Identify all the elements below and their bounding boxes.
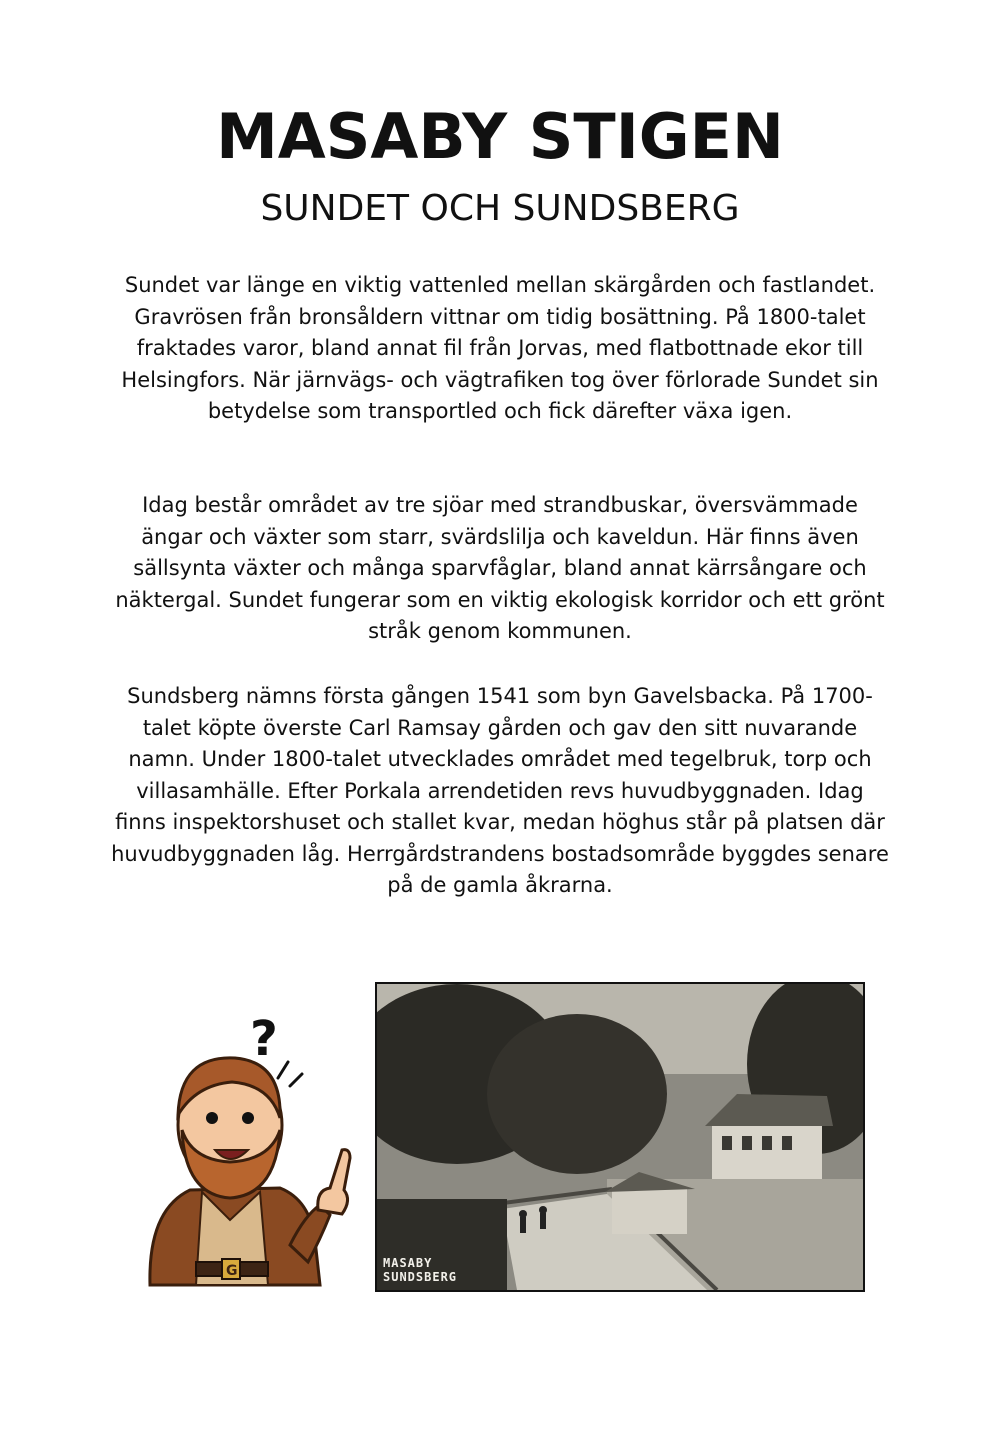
exclamation-line bbox=[278, 1062, 288, 1078]
exclamation-line bbox=[290, 1074, 302, 1086]
page-title: MASABY STIGEN bbox=[216, 100, 784, 173]
belt-letter: G bbox=[226, 1263, 238, 1279]
paragraph-history: Sundet var länge en viktig vattenled mellan skärgården och fastlandet. Gravrösen från bronsåldern vittnar om tidig bosättning. På 1800-talet fraktades varor, bland annat fil från Jorvas, med flatbottnade ekor till Helsingfors. När järnvägs- och vägtrafiken tog över förlorade Sundet sin betydelse som transportled och fick därefter växa igen. bbox=[121, 273, 879, 423]
photo-caption: MASABY SUNDSBERG bbox=[383, 1256, 458, 1284]
building bbox=[712, 1124, 822, 1179]
tree-cluster bbox=[487, 1014, 667, 1174]
paragraph-nature: Idag består området av tre sjöar med strandbuskar, översvämmade ängar och växter som starr, svärdslilja och kaveldun. Här finns även sällsynta växter och många sparvfåglar, bland annat kärrsångare och näktergal. Sundet fungerar som en viktig ekologisk korridor och ett grönt stråk genom kommunen. bbox=[115, 493, 885, 643]
question-mark-icon: ? bbox=[250, 1011, 278, 1067]
page-subtitle: SUNDET OCH SUNDSBERG bbox=[260, 188, 740, 229]
person bbox=[519, 1210, 527, 1218]
paragraph-sundsberg: Sundsberg nämns första gången 1541 som byn Gavelsbacka. På 1700-talet köpte överste Carl Ramsay gården och gav den sitt nuvarande namn. Under 1800-talet utvecklades området med tegelbruk, torp och villasamhälle. Efter Porkala arrendetiden revs huvudbyggnaden. Idag finns inspektorshuset och stallet kvar, medan höghus står på platsen där huvudbyggnaden låg. Herrgårdstrandens bostadsområde byggdes senare på de gamla åkrarna. bbox=[111, 684, 889, 897]
person bbox=[539, 1206, 547, 1214]
guide-character-illustration bbox=[130, 1000, 370, 1300]
pointing-hand bbox=[318, 1150, 350, 1214]
boathouse bbox=[612, 1189, 687, 1234]
photo-scene bbox=[377, 984, 863, 1290]
eye-left bbox=[206, 1112, 218, 1124]
eye-right bbox=[242, 1112, 254, 1124]
historical-photo bbox=[375, 982, 865, 1292]
